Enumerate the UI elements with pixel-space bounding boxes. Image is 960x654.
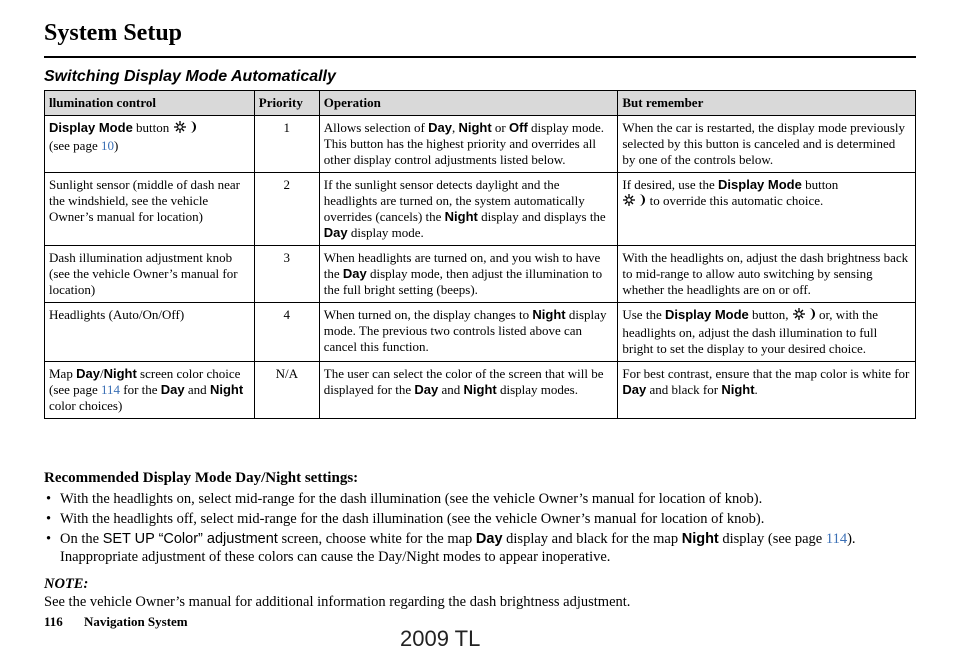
off-label: Off [509, 120, 528, 135]
footer-label: Navigation System [84, 614, 188, 629]
remember-text: Use the [622, 307, 665, 322]
day-label: Day [160, 382, 185, 397]
page-link-114[interactable]: 114 [100, 382, 120, 397]
day-label: Day [475, 531, 503, 547]
cell-control [45, 116, 255, 173]
bullet: • [46, 491, 52, 507]
watermark: 2009 TL [400, 626, 481, 651]
remember-text: button, [748, 307, 792, 322]
day-label: Day [622, 382, 647, 397]
header-remember: But remember [618, 91, 916, 116]
list-item [44, 490, 924, 508]
table-row [45, 303, 916, 362]
operation-text: If the sunlight sensor detects daylight and the headlights are turned on, the system automatically overrides (cancels) the [323, 177, 585, 224]
cell-control: Sunlight sensor (middle of dash near the windshield, see the vehicle Owner’s manual for location) [45, 173, 255, 246]
day-label: Day [323, 225, 348, 240]
table-header-row [45, 91, 916, 116]
control-text: / [99, 366, 104, 381]
operation-text: The user can select the color of the screen that will be displayed for the [323, 366, 604, 397]
cell-operation [319, 303, 618, 362]
list-item [44, 510, 924, 528]
night-label: Night [532, 307, 566, 322]
header-priority: Priority [254, 91, 319, 116]
remember-text: For best contrast, ensure that the map color is white for [622, 366, 910, 381]
bullet: • [46, 511, 52, 527]
operation-text: display mode, then adjust the illumination to the full bright setting (beeps). [323, 266, 603, 297]
cell-priority: 1 [254, 116, 319, 173]
cell-remember [618, 303, 916, 362]
cell-operation [319, 116, 618, 173]
cell-remember: With the headlights on, adjust the dash brightness back to mid-range to allow auto switching by sensing whether the headlights are on or off. [618, 246, 916, 303]
operation-text: display modes. [496, 382, 578, 397]
operation-text: or [491, 120, 510, 135]
button-word: button [136, 120, 170, 135]
operation-text: When headlights are turned on, and you wish to have the [323, 250, 601, 281]
operation-text: display mode. The previous two controls listed above can cancel this function. [323, 307, 607, 354]
cell-priority: 3 [254, 246, 319, 303]
cell-operation [319, 362, 618, 419]
cell-remember: When the car is restarted, the display mode previously selected by this button is canceled and is determined by one of the controls below. [618, 116, 916, 173]
illumination-table [44, 90, 916, 419]
footer-page-number: 116 [44, 614, 63, 629]
sun-moon-icon [622, 193, 646, 211]
recommendation-text: With the headlights on, select mid-range for the dash illumination (see the vehicle Owner’s manual for location of knob). [60, 491, 763, 507]
control-text: color choices) [49, 398, 123, 413]
cell-priority: 4 [254, 303, 319, 362]
night-label: Night [209, 382, 244, 397]
cell-priority: 2 [254, 173, 319, 246]
remember-text: If desired, use the [622, 177, 719, 192]
table-row [45, 173, 916, 246]
control-text: for the [120, 382, 161, 397]
night-label: Night [721, 382, 755, 397]
operation-text: and [438, 382, 464, 397]
remember-text: and black for [646, 382, 722, 397]
page-link-114[interactable]: 114 [825, 531, 848, 547]
table-row [45, 116, 916, 173]
night-label: Night [458, 120, 492, 135]
display-mode-label: Display Mode [49, 120, 133, 135]
day-label: Day [428, 120, 452, 135]
cell-remember [618, 362, 916, 419]
control-text: and [184, 382, 210, 397]
see-page-close: ) [113, 138, 119, 153]
control-text: Map [49, 366, 77, 381]
cell-priority: N/A [254, 362, 319, 419]
note-text: See the vehicle Owner’s manual for additional information regarding the dash brightness adjustment. [44, 594, 631, 610]
page-link-10[interactable]: 10 [100, 138, 114, 153]
sun-moon-icon [173, 120, 197, 138]
see-page-text: (see page [49, 138, 101, 153]
recommendations-heading: Recommended Display Mode Day/Night settings: [44, 470, 359, 486]
sun-moon-icon [792, 307, 816, 325]
cell-control [45, 362, 255, 419]
cell-control: Headlights (Auto/On/Off) [45, 303, 255, 362]
day-label: Day [342, 266, 367, 281]
night-label: Night [681, 531, 719, 547]
table-row [45, 362, 916, 419]
day-label: Day [414, 382, 439, 397]
recommendation-text: With the headlights off, select mid-range for the dash illumination (see the vehicle Owner’s manual for location of knob). [60, 511, 765, 527]
remember-text: . [754, 382, 758, 397]
recommendation-text: screen, choose white for the map [277, 531, 476, 547]
operation-text: When turned on, the display changes to [323, 307, 533, 322]
page-title: System Setup [44, 20, 183, 46]
display-mode-label: Display Mode [664, 307, 749, 322]
section-title: Switching Display Mode Automatically [44, 68, 336, 85]
recommendation-text: ). Inappropriate adjustment of these colors can cause the Day/Night modes to appear inoperative. [60, 531, 856, 565]
operation-text: , [451, 120, 459, 135]
remember-text: to override this automatic choice. [646, 193, 824, 208]
operation-text: display mode. This button has the highest priority and overrides all other display control adjustments listed below. [323, 120, 604, 167]
cell-control: Dash illumination adjustment knob (see the vehicle Owner’s manual for location) [45, 246, 255, 303]
title-divider [44, 56, 916, 58]
operation-text: Allows selection of [323, 120, 429, 135]
setup-color-label: SET UP “Color” adjustment [102, 531, 278, 547]
night-label: Night [444, 209, 478, 224]
day-label: Day [76, 366, 100, 381]
bullet: • [46, 531, 52, 547]
note-label: NOTE: [44, 576, 89, 592]
remember-text: or, with the headlights on, adjust the dash illumination to full bright to set the display to your desired choice. [622, 307, 879, 356]
cell-operation [319, 173, 618, 246]
control-text: screen color choice (see page [49, 366, 241, 397]
header-operation: Operation [319, 91, 618, 116]
recommendations-list [44, 490, 924, 568]
operation-text: display and displays the [477, 209, 606, 224]
cell-operation [319, 246, 618, 303]
recommendation-text: display and black for the map [502, 531, 682, 547]
recommendation-text: display (see page [718, 531, 826, 547]
remember-text: button [801, 177, 839, 192]
night-label: Night [103, 366, 137, 381]
display-mode-label: Display Mode [718, 177, 802, 192]
header-control: llumination control [45, 91, 255, 116]
table-row [45, 246, 916, 303]
recommendation-text: On the [60, 531, 103, 547]
night-label: Night [463, 382, 497, 397]
list-item [44, 530, 924, 566]
cell-remember [618, 173, 916, 246]
operation-text: display mode. [347, 225, 424, 240]
